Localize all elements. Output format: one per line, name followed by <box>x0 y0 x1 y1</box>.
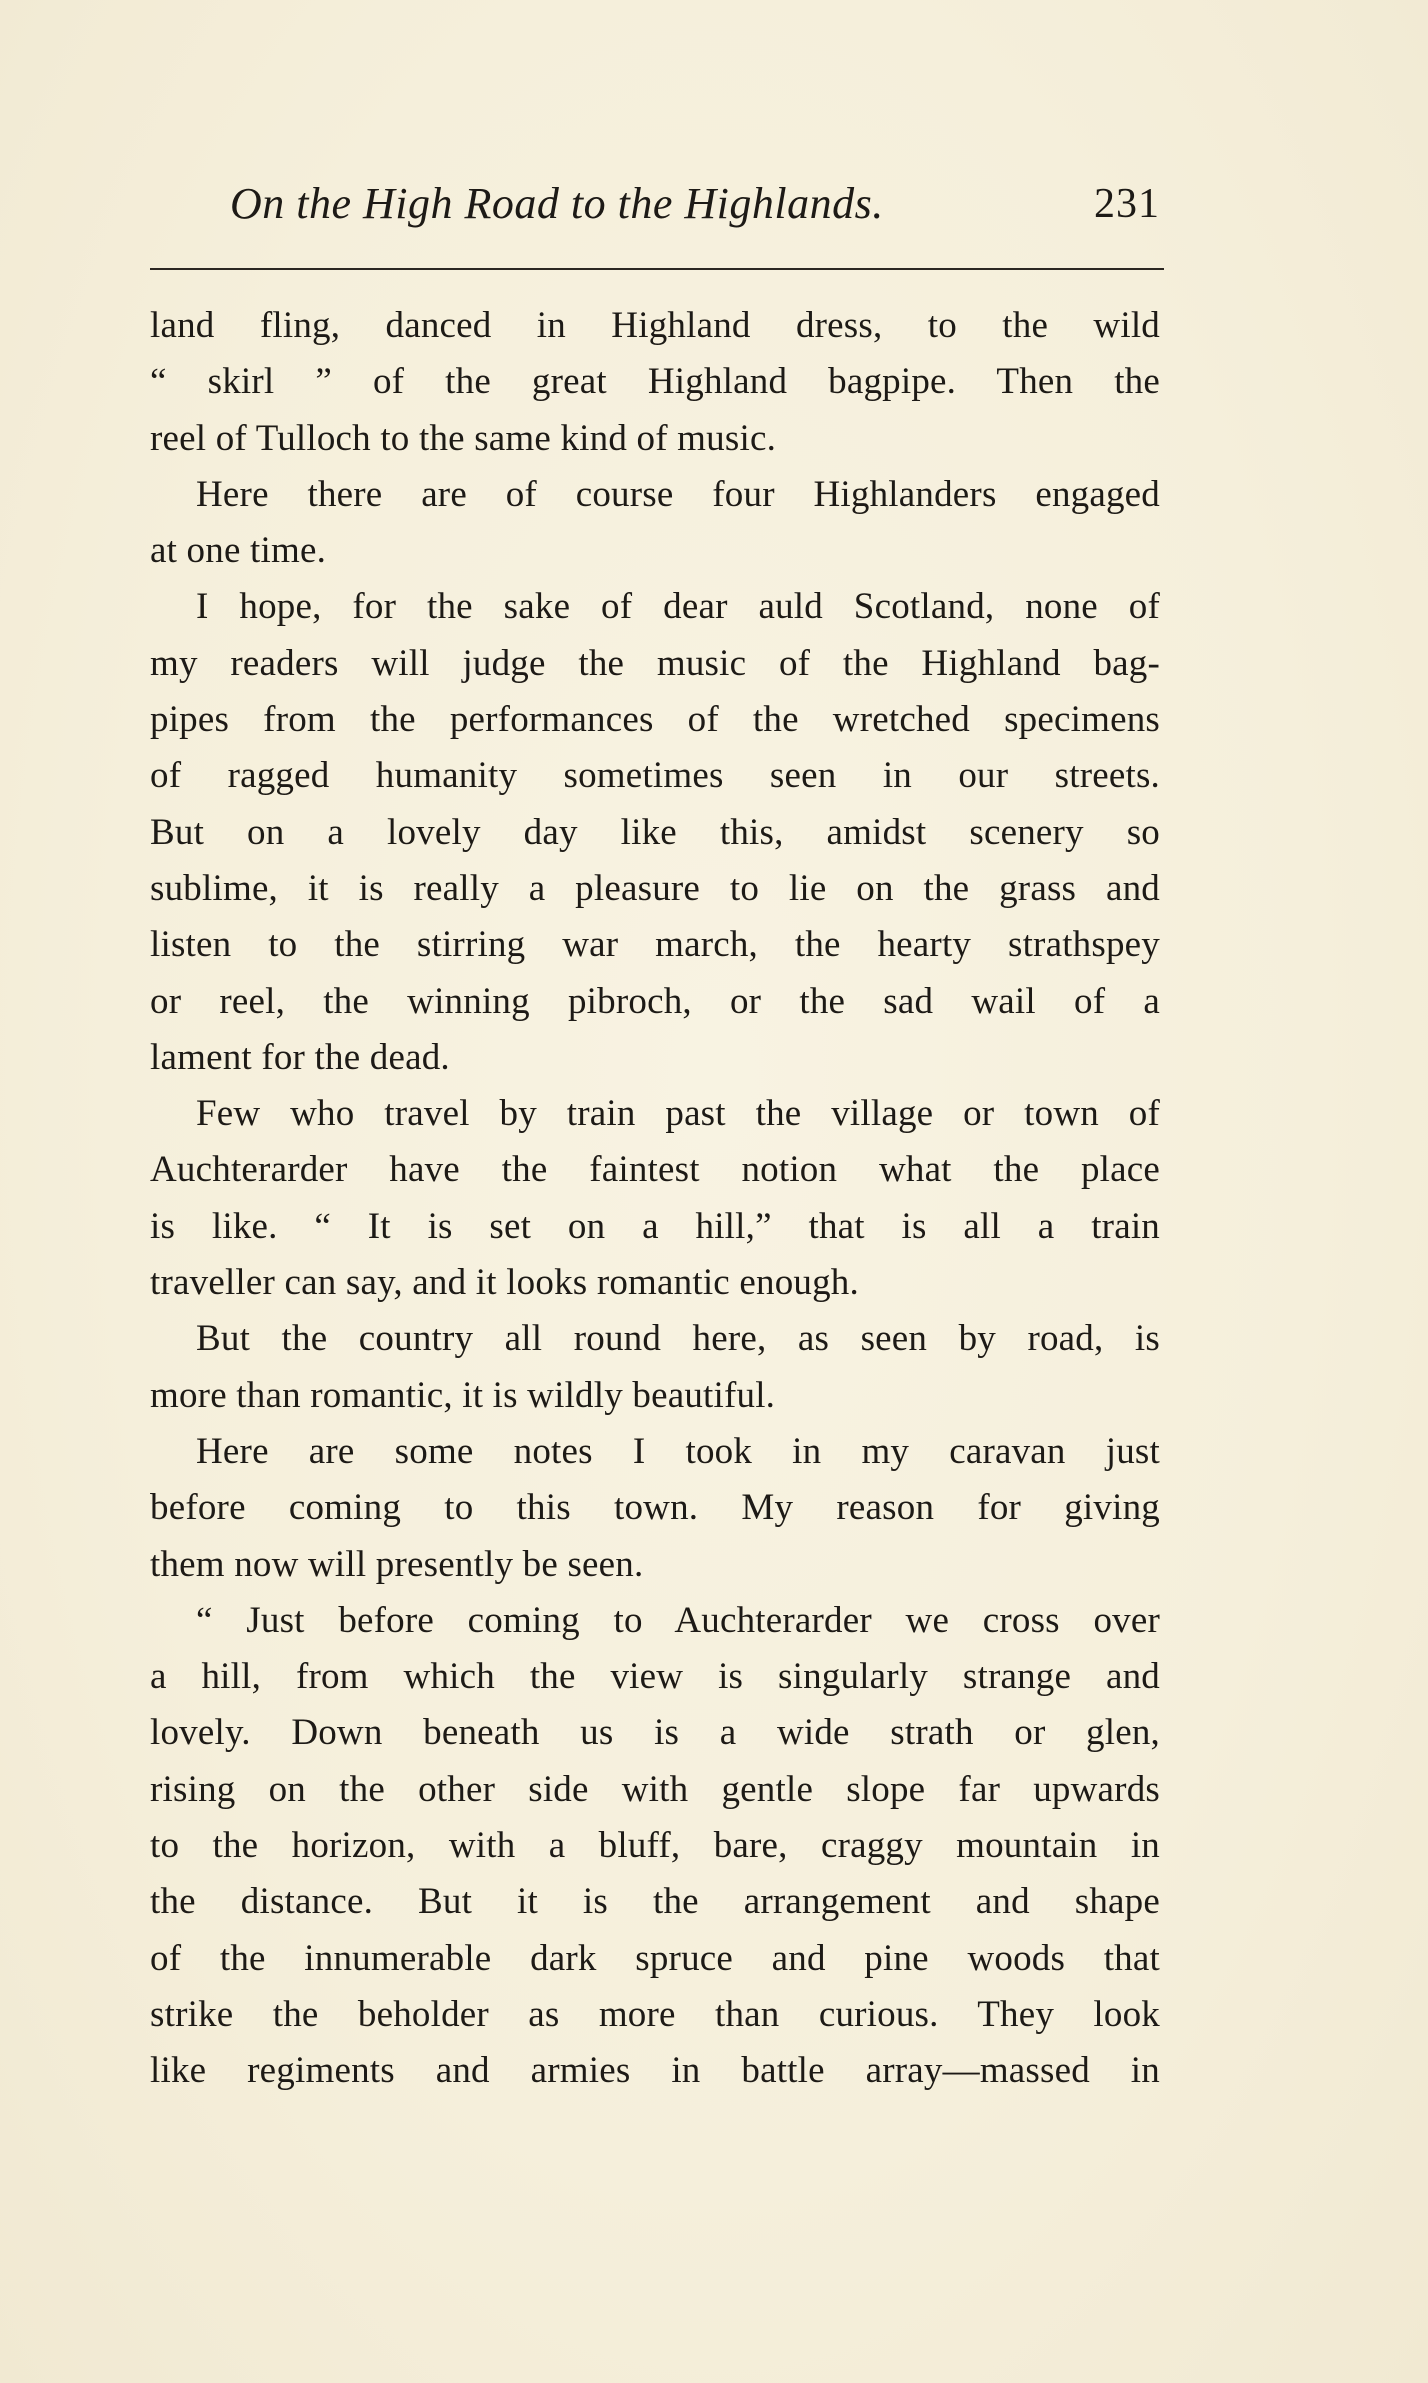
text-line: Auchterarder have the faintest notion what the place <box>150 1149 1160 1191</box>
header-rule <box>150 268 1164 270</box>
running-head: On the High Road to the Highlands. <box>230 179 884 228</box>
text-line: land fling, danced in Highland dress, to the wild <box>150 305 1160 346</box>
text-line: traveller can say, and it looks romantic enough. <box>150 1262 859 1304</box>
text-line: a hill, from which the view is singularly strange and <box>150 1656 1160 1698</box>
text-line: or reel, the winning pibroch, or the sad wail of a <box>150 980 1160 1022</box>
text-line: lament for the dead. <box>150 1036 450 1078</box>
text-line: I hope, for the sake of dear auld Scotland, none of <box>196 586 1160 628</box>
text-line: to the horizon, with a bluff, bare, craggy mountain in <box>150 1825 1160 1867</box>
page-header <box>150 178 1160 248</box>
text-line: lovely. Down beneath us is a wide strath or glen, <box>150 1712 1160 1754</box>
text-line: sublime, it is really a pleasure to lie on the grass and <box>150 867 1160 909</box>
text-line: of the innumerable dark spruce and pine woods that <box>150 1937 1160 1979</box>
page-number: 231 <box>1094 181 1160 227</box>
text-line: Here there are of course four Highlanders engaged <box>196 473 1160 515</box>
text-line: “ Just before coming to Auchterarder we cross over <box>196 1599 1160 1641</box>
body-text <box>150 298 1160 2100</box>
text-line: before coming to this town. My reason for giving <box>150 1487 1160 1529</box>
text-line: But on a lovely day like this, amidst scenery so <box>150 811 1160 853</box>
text-line: them now will presently be seen. <box>150 1543 644 1585</box>
text-line: “ skirl ” of the great Highland bagpipe. Then the <box>150 361 1160 403</box>
text-line: strike the beholder as more than curious. They look <box>150 1993 1160 2035</box>
text-line: the distance. But it is the arrangement and shape <box>150 1881 1160 1923</box>
text-line: listen to the stirring war march, the hearty strathspey <box>150 924 1160 966</box>
text-line: Here are some notes I took in my caravan just <box>196 1430 1160 1472</box>
text-line: But the country all round here, as seen by road, is <box>196 1318 1160 1360</box>
text-line: more than romantic, it is wildly beautiful. <box>150 1374 776 1416</box>
text-line: Few who travel by train past the village or town of <box>196 1093 1160 1135</box>
text-line: rising on the other side with gentle slope far upwards <box>150 1768 1160 1810</box>
text-line: of ragged humanity sometimes seen in our streets. <box>150 755 1160 797</box>
text-line: at one time. <box>150 530 327 572</box>
text-line: is like. “ It is set on a hill,” that is all a train <box>150 1205 1160 1247</box>
text-line: my readers will judge the music of the Highland bag- <box>150 642 1160 684</box>
text-line: like regiments and armies in battle array—massed in <box>150 2050 1160 2092</box>
text-line: reel of Tulloch to the same kind of music. <box>150 417 777 459</box>
text-line: pipes from the performances of the wretched specimens <box>150 699 1160 741</box>
